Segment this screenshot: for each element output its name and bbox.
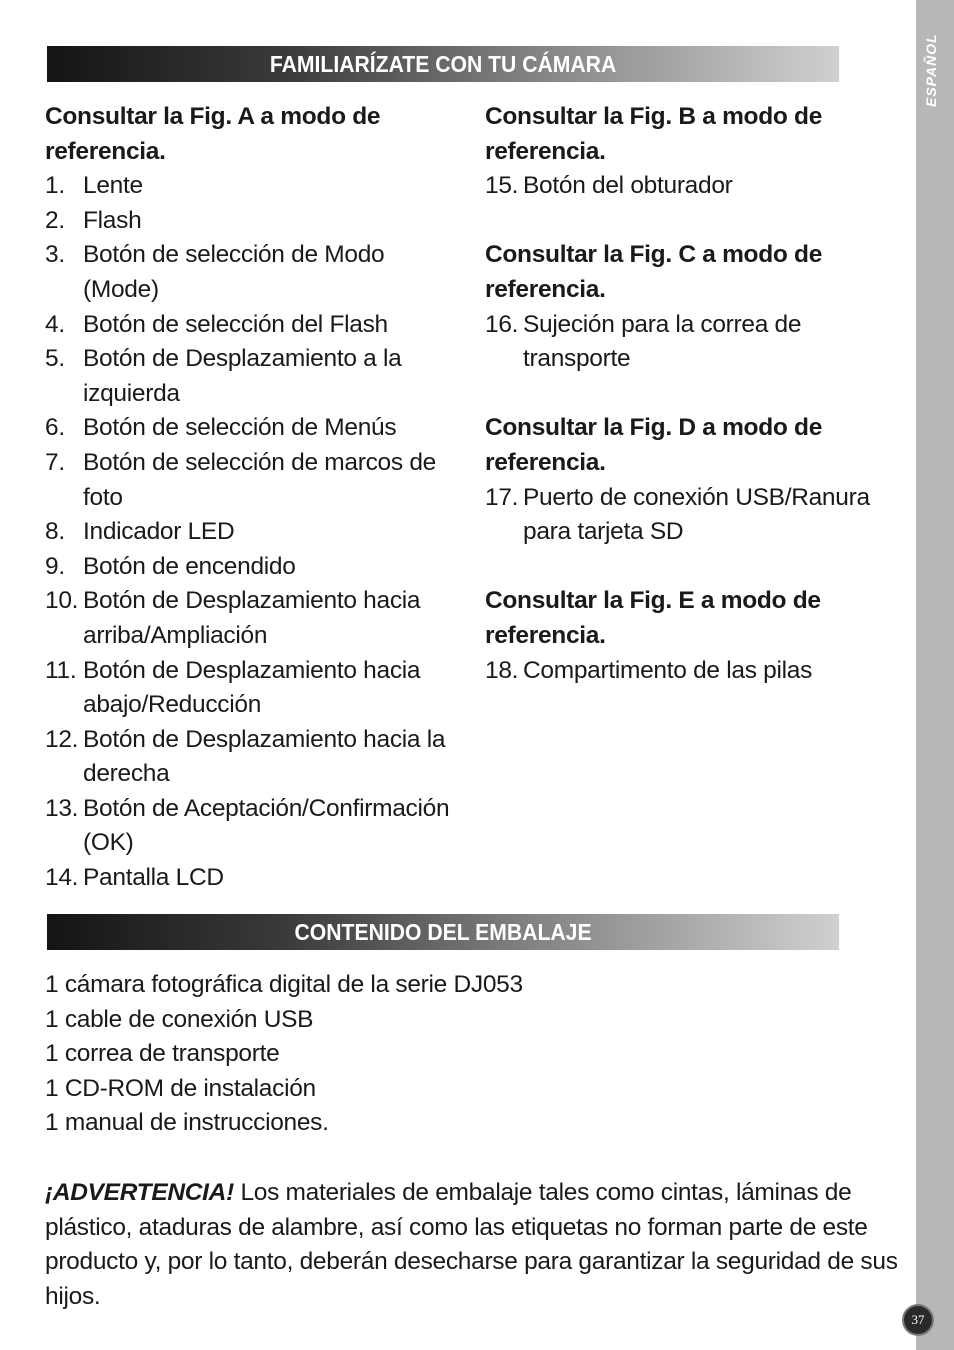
part-number: 3. [45,241,65,269]
part-label-line: (OK) [83,829,134,857]
part-label-line: Compartimento de las pilas [523,656,813,684]
part-label [83,169,465,204]
package-contents-list [45,968,905,1141]
warning-line [45,1245,905,1280]
part-number: 1. [45,172,65,200]
part-item [45,446,465,515]
part-label [83,861,465,896]
warning-line [45,1280,905,1315]
section-title-contents [47,914,839,950]
part-label-line: izquierda [83,379,180,407]
part-number: 11. [45,656,77,684]
fig-reference-heading: Consultar la Fig. B a modo de [485,103,823,130]
part-label-line: derecha [83,760,170,788]
part-item [485,481,910,550]
part-number: 4. [45,310,65,338]
part-label-line: Pantalla LCD [83,864,224,892]
part-label-line: para tarjeta SD [523,518,684,546]
warning-text: Los materiales de embalaje tales como cintas, láminas de [233,1179,852,1206]
part-number: 14. [45,864,79,892]
part-item [485,169,910,204]
part-label-line: Puerto de conexión USB/Ranura [523,483,870,511]
fig-reference-heading: Consultar la Fig. C a modo de [485,241,823,269]
part-label-line: Botón de selección de Menús [83,414,397,442]
part-label [83,411,465,446]
section-title-text: FAMILIARÍZATE CON TU CÁMARA [269,50,617,77]
part-number: 2. [45,206,65,234]
part-item [45,238,465,307]
part-number: 6. [45,414,65,442]
part-label-line: abajo/Reducción [83,691,262,719]
fig-reference-heading: Consultar la Fig. E a modo de [485,587,821,615]
part-label-line: arriba/Ampliación [83,621,268,649]
part-label [83,446,465,515]
part-item [45,550,465,585]
part-label-line: Botón del obturador [523,172,733,200]
fig-reference-heading: referencia. [485,621,606,649]
warning-label: ¡ADVERTENCIA! [45,1179,234,1206]
fig-reference-heading: Consultar la Fig. D a modo de [485,414,823,442]
part-label-line: Botón de encendido [83,552,296,580]
section-title-text: CONTENIDO DEL EMBALAJE [294,918,592,945]
fig-reference-heading: referencia. [45,137,166,165]
spacer [485,550,910,585]
part-number: 18. [485,656,519,684]
part-label-line: foto [83,483,123,511]
section-title-familiarize [47,46,839,82]
part-item [45,169,465,204]
part-label-line: Lente [83,172,143,200]
part-label [83,584,465,653]
part-item [485,654,910,689]
part-item [45,792,465,861]
part-number: 15. [485,172,519,200]
part-label-line: Botón de Desplazamiento a la [83,345,402,373]
parts-list-right [485,100,910,688]
part-item [485,308,910,377]
part-label [83,342,465,411]
part-label-line: Botón de Aceptación/Confirmación [83,794,450,822]
parts-list-left [45,100,465,896]
part-label-line: Botón de Desplazamiento hacia la [83,725,446,753]
part-number: 9. [45,552,65,580]
part-label-line: Botón de selección de marcos de [83,448,436,476]
part-item [45,723,465,792]
part-label-line: Botón de selección del Flash [83,310,388,338]
spacer [485,204,910,239]
part-label [523,169,910,204]
part-label [83,550,465,585]
warning-paragraph [45,1176,905,1314]
warning-text: producto y, por lo tanto, deberán desecharse para garantizar la seguridad de sus [45,1248,898,1276]
fig-reference-heading: referencia. [485,448,606,476]
part-number: 12. [45,725,79,753]
part-label [83,654,465,723]
contents-item: 1 correa de transporte [45,1040,280,1068]
part-number: 5. [45,345,65,373]
part-label-line: Sujeción para la correa de transporte [523,310,802,373]
contents-item: 1 cable de conexión USB [45,1005,314,1033]
part-label [83,792,465,861]
part-item [45,584,465,653]
part-number: 10. [45,587,79,615]
part-number: 16. [485,310,519,338]
part-label [83,238,465,307]
contents-item: 1 manual de instrucciones. [45,1109,329,1137]
warning-text: hijos. [45,1282,101,1310]
part-number: 8. [45,518,65,546]
fig-reference-heading: Consultar la Fig. A a modo de [45,103,381,130]
warning-line [45,1211,905,1246]
spacer [485,377,910,412]
part-label [83,515,465,550]
part-label [523,654,910,689]
contents-item: 1 cámara fotográfica digital de la serie DJ053 [45,971,523,998]
part-label [83,308,465,343]
part-item [45,515,465,550]
warning-line [45,1176,905,1211]
part-label [523,481,910,550]
language-tab-label: ESPAÑOL [923,33,939,107]
part-label-line: Indicador LED [83,518,235,546]
part-label-line: Botón de Desplazamiento hacia [83,656,421,684]
side-tab [916,0,954,1350]
contents-item: 1 CD-ROM de instalación [45,1074,316,1102]
part-label [83,723,465,792]
part-item [45,342,465,411]
warning-text: plástico, ataduras de alambre, así como las etiquetas no forman parte de este [45,1213,868,1241]
part-number: 13. [45,794,79,822]
part-item [45,654,465,723]
part-label-line: Flash [83,206,142,234]
fig-reference-heading: referencia. [485,137,606,165]
part-item [45,861,465,896]
part-item [45,308,465,343]
part-label-line: Botón de selección de Modo (Mode) [83,241,385,303]
part-label [523,308,910,377]
page-number: 37 [904,1306,932,1334]
part-item [45,204,465,239]
part-label [83,204,465,239]
part-label-line: Botón de Desplazamiento hacia [83,587,421,615]
part-number: 7. [45,448,65,476]
fig-reference-heading: referencia. [485,275,606,303]
part-item [45,411,465,446]
part-number: 17. [485,483,519,511]
